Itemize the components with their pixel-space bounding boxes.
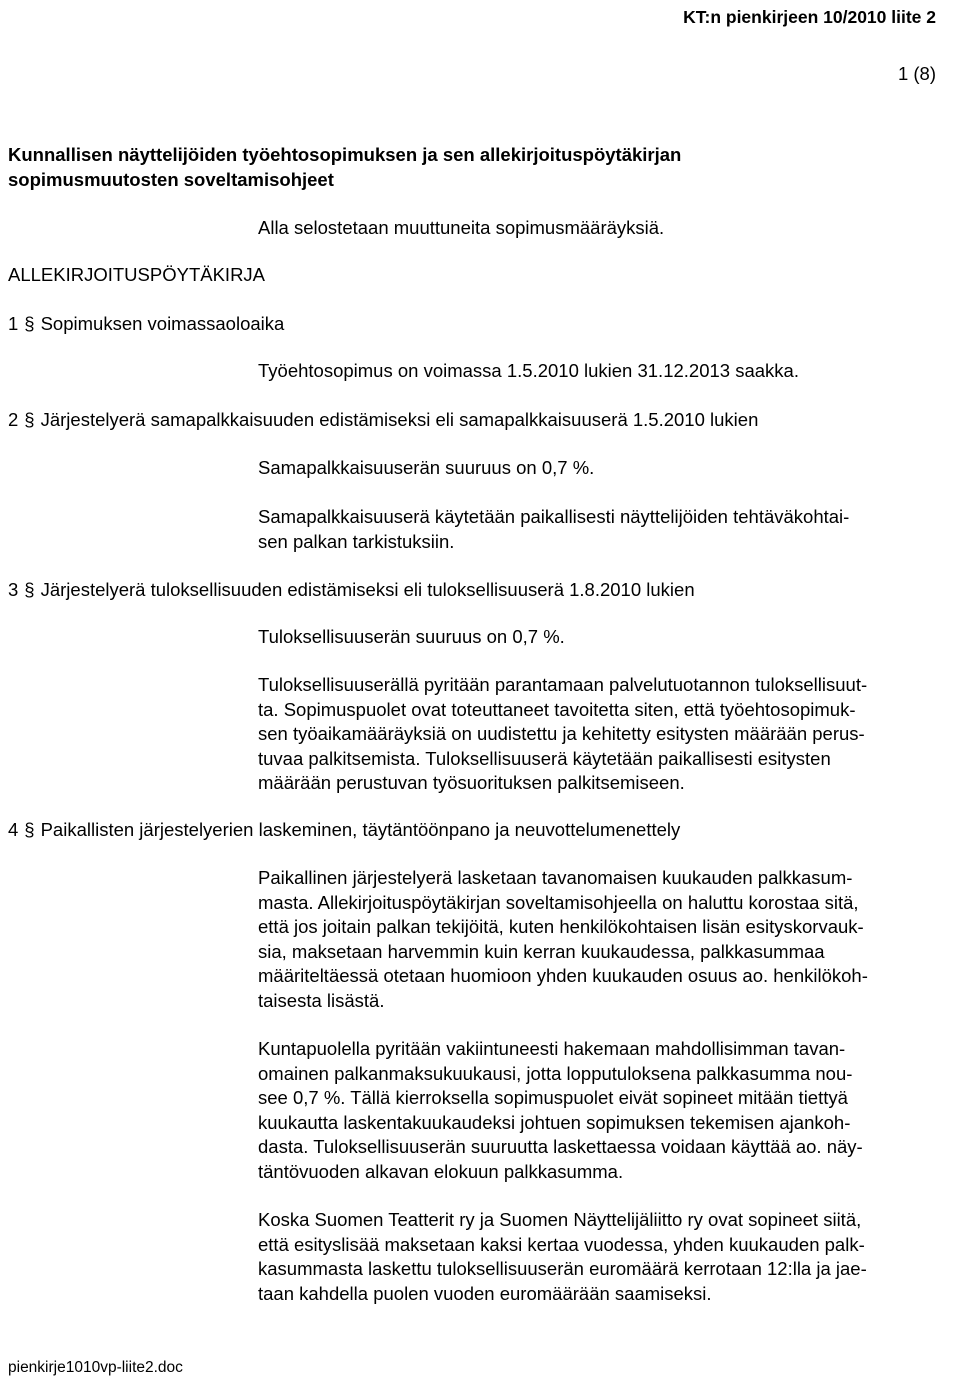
text-line: sen palkan tarkistuksiin. — [258, 530, 455, 552]
section-symbol: § — [24, 819, 35, 840]
document-footer: pienkirje1010vp-liite2.doc — [8, 1359, 183, 1376]
section-title: Järjestelyerä samapalkkaisuuden edistämiseksi eli samapalkkaisuuserä 1.5.2010 lukien — [40, 409, 759, 430]
text-line: Kuntapuolella pyritään vakiintuneesti hakemaan mahdollisimman tavan- — [258, 1038, 846, 1059]
section-number: 1 — [8, 313, 19, 334]
text-line: masta. Allekirjoituspöytäkirjan soveltamisohjeella on haluttu korostaa sitä, — [258, 891, 859, 913]
text-line: Tuloksellisuuserällä pyritään parantamaan palvelutuotannon tuloksellisuut- — [258, 674, 868, 695]
text-line: sen työaikamääräyksiä on uudistettu ja kehitetty esitysten määrään perus- — [258, 723, 865, 744]
text-line: see 0,7 %. Tällä kierroksella sopimuspuolet eivät sopineet mitään tiettyä — [258, 1087, 848, 1108]
section-number: 4 — [8, 819, 19, 840]
text-line: kuukautta laskentakuukaudeksi johtuen sopimuksen tekemisen ajankoh- — [258, 1111, 851, 1133]
section-3-heading — [8, 578, 695, 603]
document-title — [8, 143, 908, 192]
section-title: Järjestelyerä tuloksellisuuden edistämiseksi eli tuloksellisuuserä 1.8.2010 lukien — [40, 579, 695, 600]
section-title: Sopimuksen voimassaoloaika — [40, 313, 285, 334]
intro-text: Alla selostetaan muuttuneita sopimusmääräyksiä. — [258, 217, 665, 238]
section-3-paragraph-2 — [258, 673, 955, 796]
section-2-heading — [8, 408, 758, 433]
text-line: kasummasta laskettu tuloksellisuuserän euromäärä kerrotaan 12:lla ja jae- — [258, 1258, 867, 1279]
section-4-paragraph-2 — [258, 1037, 955, 1184]
section-1-heading — [8, 312, 284, 337]
text-line: tuvaa palkitsemista. Tuloksellisuuserä käytetään paikallisesti esitysten — [258, 747, 831, 769]
text-line: omainen palkanmaksukuukausi, jotta lopputuloksena palkkasumma nou- — [258, 1062, 853, 1084]
text-line: Koska Suomen Teatterit ry ja Suomen Näyttelijäliitto ry ovat sopineet siitä, — [258, 1209, 862, 1230]
text-line: taan kahdella puolen vuoden euromäärään saamiseksi. — [258, 1282, 712, 1304]
section-4-heading — [8, 818, 680, 843]
text-line: määriteltäessä otetaan huomioon yhden kuukauden osuus ao. henkilökoh- — [258, 965, 868, 986]
text-line: määrään perustuvan työsuorituksen palkitsemiseen. — [258, 772, 685, 793]
text-line: taisesta lisästä. — [258, 989, 385, 1011]
section-symbol: § — [24, 313, 35, 334]
text-line: täntövuoden alkavan elokuun palkkasumma. — [258, 1160, 624, 1182]
section-1-paragraph: Työehtosopimus on voimassa 1.5.2010 lukien 31.12.2013 saakka. — [258, 360, 799, 381]
section-number: 2 — [8, 409, 19, 430]
text-line: että jos joitain palkan tekijöitä, kuten henkilökohtaisen lisän esityskorvauk- — [258, 916, 864, 937]
document-title-line: Kunnallisen näyttelijöiden työehtosopimuksen ja sen allekirjoituspöytäkirjan — [8, 144, 682, 165]
text-line: Samapalkkaisuuserä käytetään paikallisesti näyttelijöiden tehtäväkohtai- — [258, 506, 850, 527]
text-line: dasta. Tuloksellisuuserän suuruutta laskettaessa voidaan käyttää ao. näy- — [258, 1136, 863, 1157]
section-4-paragraph-1 — [258, 866, 955, 1013]
section-3-paragraph-1: Tuloksellisuuserän suuruus on 0,7 %. — [258, 626, 565, 647]
text-line: ta. Sopimuspuolet ovat toteuttaneet tavoitetta siten, että työehtosopimuk- — [258, 698, 856, 720]
text-line: Paikallinen järjestelyerä lasketaan tavanomaisen kuukauden palkkasum- — [258, 867, 853, 888]
section-2-paragraph-2 — [258, 505, 955, 554]
page-number: 1 (8) — [897, 63, 936, 84]
section-symbol: § — [24, 409, 35, 430]
document-header: KT:n pienkirjeen 10/2010 liite 2 — [683, 7, 936, 27]
text-line: sia, maksetaan harvemmin kuin kerran kuukaudessa, palkkasummaa — [258, 940, 825, 962]
section-symbol: § — [24, 579, 35, 600]
section-heading: ALLEKIRJOITUSPÖYTÄKIRJA — [8, 264, 266, 285]
section-title: Paikallisten järjestelyerien laskeminen, täytäntöönpano ja neuvottelumenettely — [40, 819, 681, 840]
text-line: että esityslisää maksetaan kaksi kertaa vuodessa, yhden kuukauden palk- — [258, 1233, 865, 1255]
section-number: 3 — [8, 579, 19, 600]
section-2-paragraph-1: Samapalkkaisuuserän suuruus on 0,7 %. — [258, 457, 595, 478]
document-title-line: sopimusmuutosten soveltamisohjeet — [8, 168, 334, 190]
section-4-paragraph-3 — [258, 1208, 955, 1306]
